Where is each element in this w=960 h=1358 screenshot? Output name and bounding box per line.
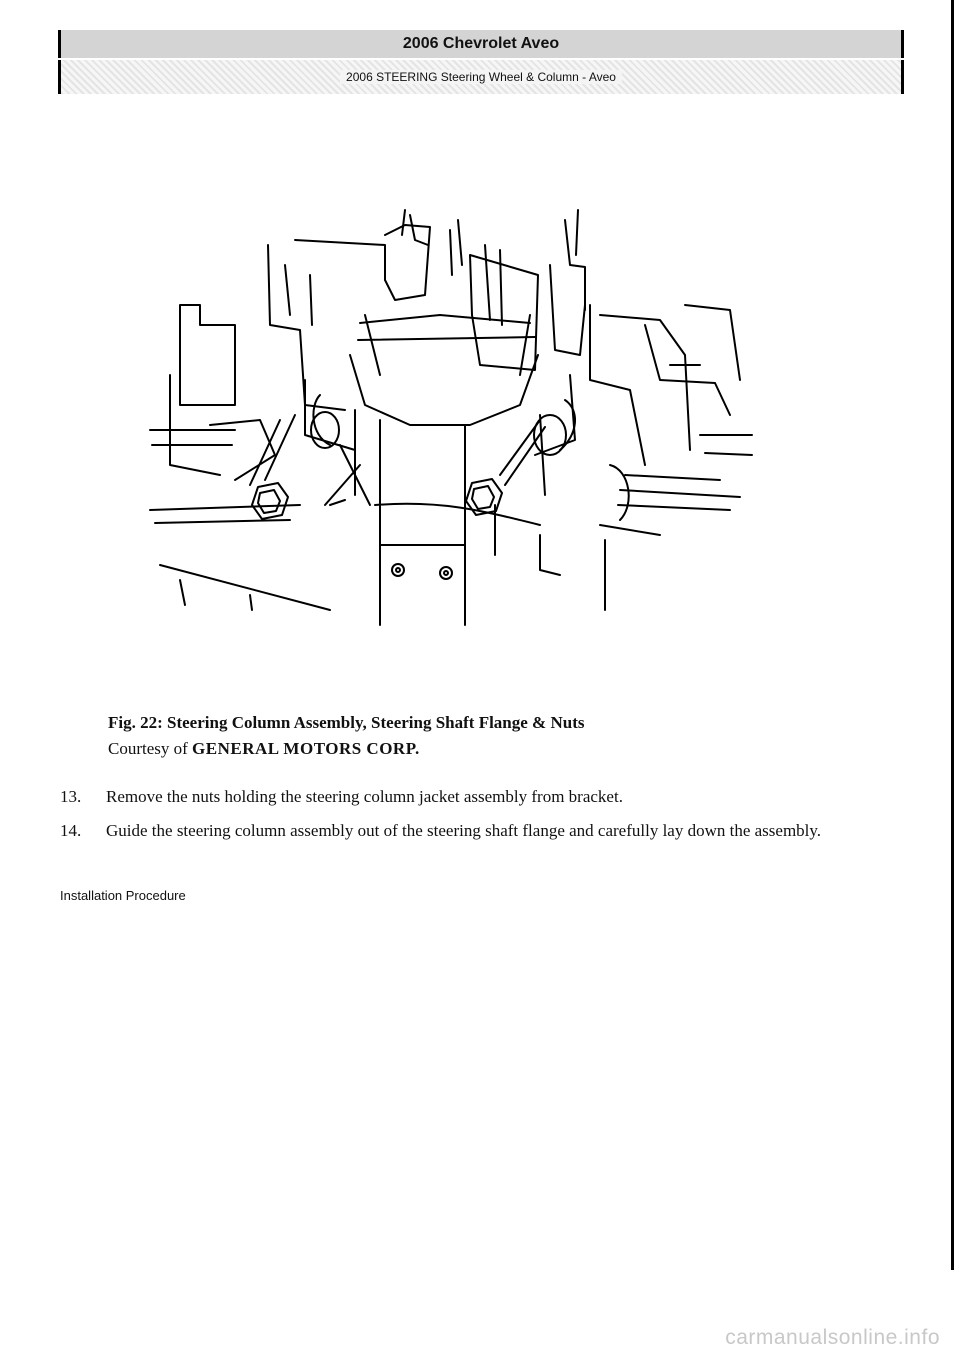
figure-courtesy-prefix: Courtesy of [108, 739, 188, 758]
section-title: Installation Procedure [60, 888, 186, 903]
header-subtitle-bar [58, 60, 904, 94]
figure-courtesy-company: GENERAL MOTORS CORP. [192, 739, 420, 758]
figure-caption [108, 710, 868, 762]
procedure-step [60, 784, 900, 810]
step-text: Guide the steering column assembly out of the steering shaft flange and carefully lay down the assembly. [106, 821, 822, 840]
footer-watermark: carmanualsonline.info [725, 1326, 940, 1349]
steering-column-illustration [140, 205, 760, 630]
procedure-steps [60, 784, 900, 852]
figure-courtesy-line [108, 736, 868, 762]
step-number: 14. [60, 821, 82, 840]
header-title: 2006 Chevrolet Aveo [402, 35, 560, 52]
page-right-rule [951, 0, 954, 1270]
header-title-bar [58, 30, 904, 58]
header-subtitle: 2006 STEERING Steering Wheel & Column - Aveo [340, 70, 622, 84]
figure-caption-title: Fig. 22: Steering Column Assembly, Steering Shaft Flange & Nuts [108, 713, 585, 732]
procedure-step [60, 818, 900, 844]
step-number: 13. [60, 787, 82, 806]
document-header [58, 26, 904, 98]
step-text: Remove the nuts holding the steering column jacket assembly from bracket. [106, 787, 623, 806]
